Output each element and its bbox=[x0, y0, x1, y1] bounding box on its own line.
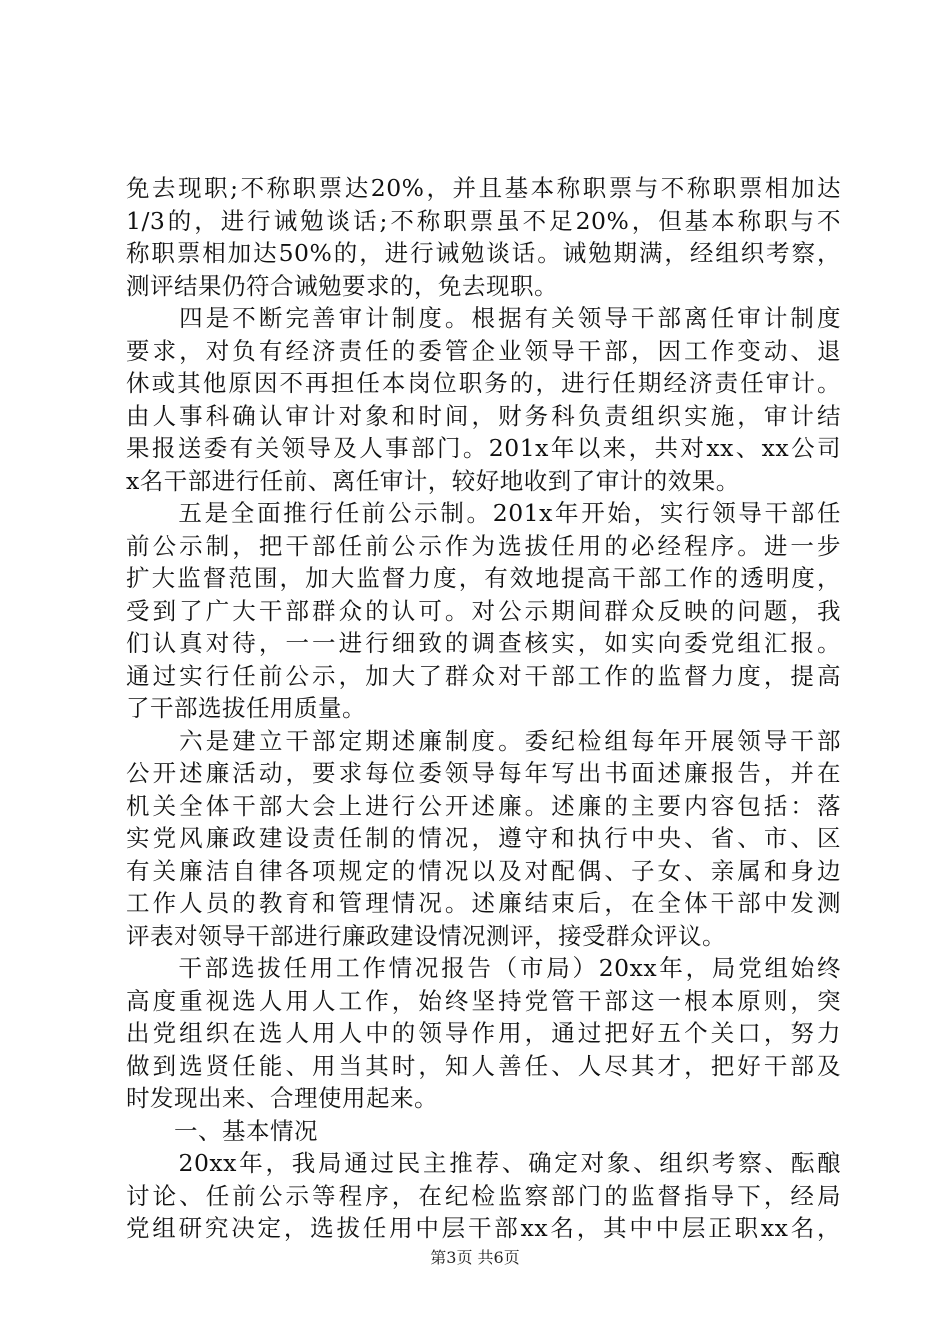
text-line: 干部选拔任用工作情况报告（市局）20xx年，局党组始终 bbox=[126, 954, 841, 982]
text-line: 评表对领导干部进行廉政建设情况测评，接受群众评议。 bbox=[126, 921, 726, 950]
text-line: 五是全面推行任前公示制。201x年开始，实行领导干部任 bbox=[126, 499, 841, 527]
text-line: 公开述廉活动，要求每位委领导每年写出书面述廉报告，并在 bbox=[126, 759, 841, 787]
text-line: 要求，对负有经济责任的委管企业领导干部，因工作变动、退 bbox=[126, 336, 841, 365]
text-line: 四是不断完善审计制度。根据有关领导干部离任审计制度 bbox=[126, 304, 841, 332]
text-line: x名干部进行任前、离任审计，较好地收到了审计的效果。 bbox=[126, 466, 740, 495]
text-line: 有关廉洁自律各项规定的情况以及对配偶、子女、亲属和身边 bbox=[126, 856, 841, 885]
text-line: 们认真对待，一一进行细致的调查核实，如实向委党组汇报。 bbox=[126, 629, 841, 657]
text-line: 了干部选拔任用质量。 bbox=[126, 694, 366, 722]
text-line: 测评结果仍符合诫勉要求的，免去现职。 bbox=[126, 271, 558, 300]
text-line: 党组研究决定，选拔任用中层干部xx名，其中中层正职xx名， bbox=[126, 1214, 841, 1242]
text-line: 做到选贤任能、用当其时，知人善任、人尽其才，把好干部及 bbox=[126, 1051, 841, 1080]
text-line: 前公示制，把干部任前公示作为选拔任用的必经程序。进一步 bbox=[126, 531, 841, 560]
text-line: 工作人员的教育和管理情况。述廉结束后，在全体干部中发测 bbox=[126, 889, 841, 917]
text-line: 受到了广大干部群众的认可。对公示期间群众反映的问题，我 bbox=[126, 596, 841, 625]
text-line: 一、基本情况 bbox=[126, 1116, 318, 1145]
text-line: 20xx年，我局通过民主推荐、确定对象、组织考察、酝酿 bbox=[126, 1149, 841, 1177]
text-line: 实党风廉政建设责任制的情况，遵守和执行中央、省、市、区 bbox=[126, 824, 841, 852]
text-line: 扩大监督范围，加大监督力度，有效地提高干部工作的透明度， bbox=[126, 564, 841, 592]
text-line: 1/3的，进行诫勉谈话;不称职票虽不足20%，但基本称职与不 bbox=[126, 206, 841, 235]
text-line: 休或其他原因不再担任本岗位职务的，进行任期经济责任审计。 bbox=[126, 369, 841, 397]
text-line: 免去现职;不称职票达20%，并且基本称职票与不称职票相加达 bbox=[126, 174, 841, 202]
text-line: 六是建立干部定期述廉制度。委纪检组每年开展领导干部 bbox=[126, 726, 841, 755]
text-line: 果报送委有关领导及人事部门。201x年以来，共对xx、xx公司 bbox=[126, 434, 841, 462]
text-line: 高度重视选人用人工作，始终坚持党管干部这一根本原则，突 bbox=[126, 986, 841, 1015]
document-body bbox=[126, 172, 841, 1245]
text-line: 由人事科确认审计对象和时间，财务科负责组织实施，审计结 bbox=[126, 401, 841, 430]
text-line: 称职票相加达50%的，进行诫勉谈话。诫勉期满，经组织考察， bbox=[126, 239, 841, 267]
text-line: 通过实行任前公示，加大了群众对干部工作的监督力度，提高 bbox=[126, 661, 841, 690]
text-line: 讨论、任前公示等程序，在纪检监察部门的监督指导下，经局 bbox=[126, 1181, 841, 1210]
text-line: 出党组织在选人用人中的领导作用，通过把好五个关口，努力 bbox=[126, 1019, 841, 1047]
text-line: 时发现出来、合理使用起来。 bbox=[126, 1084, 438, 1112]
text-line: 机关全体干部大会上进行公开述廉。述廉的主要内容包括：落 bbox=[126, 791, 841, 820]
page-number-footer: 第3页 共6页 bbox=[430, 1248, 520, 1267]
